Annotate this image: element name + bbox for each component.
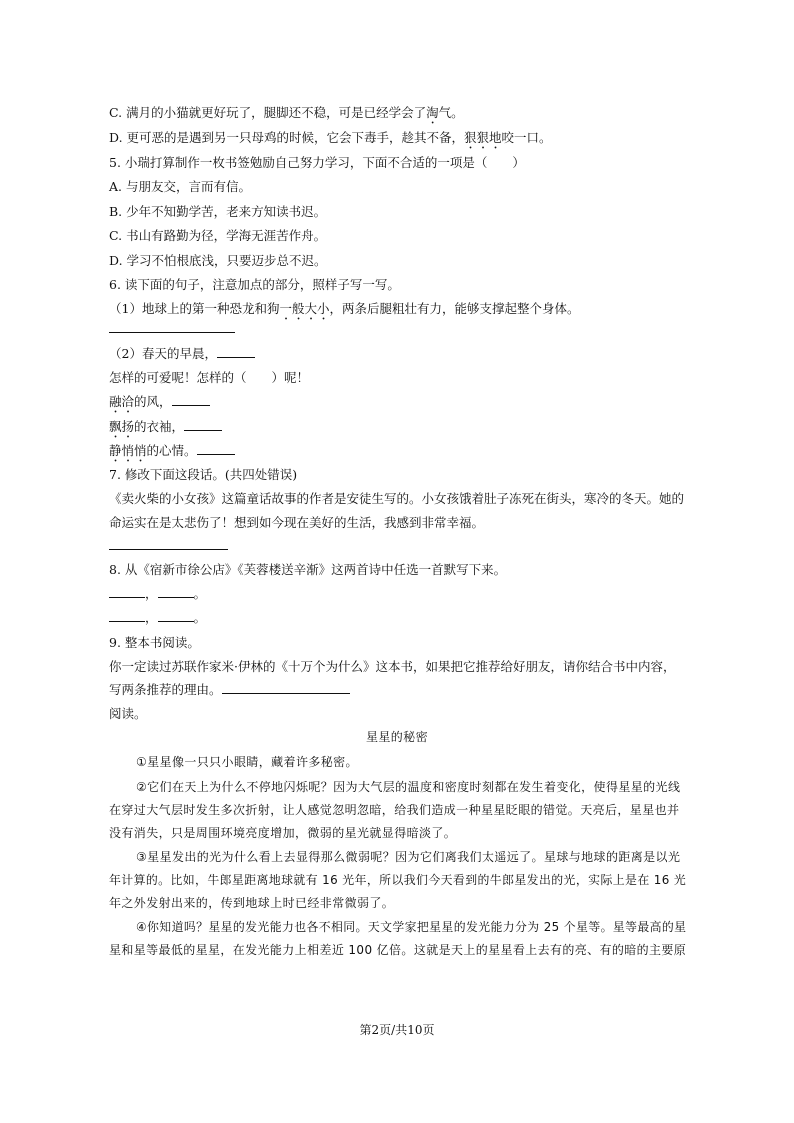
q8-period-2: 。	[193, 610, 207, 625]
q6-sentence-1-text: （1）地球上的第一种恐龙和狗	[109, 301, 280, 316]
q9-text-line-1: 你一定读过苏联作家米·伊林的《十万个为什么》这本书，如果把它推荐给好朋友，请你结合书中内容，	[109, 659, 676, 674]
q6-item-2	[109, 418, 222, 441]
q9-text-line-2	[109, 681, 350, 699]
paragraph-2-line-1: ②它们在天上为什么不停地闪烁呢？因为大气层的温度和密度时刻都在发生着变化，使得星星的光线	[136, 780, 681, 794]
passage-title: 星星的秘密	[365, 730, 428, 744]
q8-blanks-line-2	[109, 609, 206, 627]
paragraph-4-line-1: ④你知道吗？星星的发光能力也各不相同。天文学家把星星的发光能力分为 25 个星等。星等最高的星	[136, 920, 687, 934]
q7-passage-line-1: 《卖火柴的小女孩》这篇童话故事的作者是安徒生写的。小女孩饿着肚子冻死在街头，寒冷的冬天。她的	[109, 491, 685, 506]
q4-option-c-dotted: 淘	[426, 105, 439, 120]
q8-blank-1[interactable]	[109, 585, 145, 598]
q4-option-c-text: C. 满月的小猫就更好玩了，腿脚还不稳，可是已经学会了	[109, 105, 427, 120]
q6-item-2-text: 的衣袖，	[134, 419, 185, 434]
q6-sentence-2-blank[interactable]	[217, 345, 255, 358]
q6-sentence-2	[109, 345, 255, 363]
q4-option-d	[109, 129, 552, 152]
paragraph-2-line-3: 没有消失，只是周围环境亮度增加，微弱的星光就显得暗淡了。	[109, 826, 457, 840]
q6-item-3	[109, 442, 235, 465]
q9-stem: 9. 整本书阅读。	[109, 635, 200, 650]
q6-item-1-blank[interactable]	[172, 393, 210, 406]
q9-answer-blank[interactable]	[222, 681, 350, 694]
q8-period-1: 。	[193, 586, 207, 601]
paragraph-3-line-3: 年之外发射出来的，传到地球上时已经非常微弱了。	[109, 896, 395, 910]
q8-blanks-line-1	[109, 585, 206, 603]
q6-item-1	[109, 393, 210, 416]
q8-blank-3[interactable]	[109, 609, 145, 622]
q6-item-3-text: 的心情。	[146, 443, 197, 458]
q5-option-d[interactable]: D. 学习不怕根底浅，只要迈步总不迟。	[109, 253, 327, 268]
q4-option-d-end: 咬一口。	[501, 130, 552, 145]
q6-sentence-2-text: （2）春天的早晨，	[109, 346, 217, 361]
q6-item-2-dotted: 飘扬	[109, 419, 135, 434]
paragraph-3-line-2: 年计算的。比如，牛郎星距离地球就有 16 光年，所以我们今天看到的牛郎星发出的光，实际上是在 16 光	[109, 873, 687, 887]
q6-item-3-dotted: 静悄悄	[109, 443, 147, 458]
paragraph-2-line-2: 在穿过大气层时发生多次折射，让人感觉忽明忽暗，给我们造成一种星星眨眼的错觉。天亮后，星星也并	[109, 803, 680, 817]
q7-answer-line[interactable]	[109, 537, 228, 555]
q5-option-c[interactable]: C. 书山有路勤为径，学海无涯苦作舟。	[109, 228, 327, 243]
paragraph-4-line-2: 星和星等最低的星星，在发光能力上相差近 100 亿倍。这就是天上的星星看上去有的亮、有的暗的主要原	[109, 943, 687, 957]
q6-question: 怎样的可爱呢！怎样的（ ）呢！	[109, 370, 310, 385]
q5-stem: 5. 小瑞打算制作一枚书签勉励自己努力学习，下面不合适的一项是（ ）	[109, 155, 525, 170]
q6-item-2-blank[interactable]	[184, 418, 222, 431]
reading-label: 阅读。	[109, 706, 147, 721]
q6-sentence-1-dotted: 一般大小	[279, 301, 330, 316]
q4-option-d-dotted: 狠狠地	[464, 130, 502, 145]
q6-sentence-1-end: ，两条后腿粗壮有力，能够支撑起整个身体。	[329, 301, 580, 316]
q8-comma-1: ，	[145, 586, 158, 601]
q6-item-1-text: 的风，	[134, 394, 172, 409]
page-number: 第2页/共10页	[359, 1023, 435, 1037]
q6-item-1-dotted: 融洽	[109, 394, 135, 409]
q8-stem: 8. 从《宿新市徐公店》《芙蓉楼送辛渐》这两首诗中任选一首默写下来。	[109, 562, 507, 577]
q8-blank-4[interactable]	[158, 609, 194, 622]
q6-item-3-blank[interactable]	[197, 442, 235, 455]
q6-stem: 6. 读下面的句子，注意加点的部分，照样子写一写。	[109, 277, 400, 292]
q6-answer-line-1[interactable]	[109, 320, 235, 338]
q4-option-d-text: D. 更可恶的是遇到另一只母鸡的时候，它会下毒手，趁其不备，	[109, 130, 465, 145]
q8-blank-2[interactable]	[158, 585, 194, 598]
q7-passage-line-2: 命运实在是太悲伤了！想到如今现在美好的生活，我感到非常幸福。	[109, 515, 485, 530]
paragraph-3-line-1: ③星星发出的光为什么看上去显得那么微弱呢？因为它们离我们太遥远了。星球与地球的距离是以光	[136, 850, 681, 864]
q9-text-line-2-text: 写两条推荐的理由。	[109, 682, 222, 697]
paragraph-1: ①星星像一只只小眼睛，藏着许多秘密。	[136, 755, 358, 769]
q4-option-c	[109, 104, 464, 127]
q5-option-b[interactable]: B. 少年不知勤学苦，老来方知读书迟。	[109, 204, 327, 219]
q7-stem: 7. 修改下面这段话。(共四处错误)	[109, 467, 298, 482]
q5-option-a[interactable]: A. 与朋友交，言而有信。	[109, 179, 251, 194]
q4-option-c-end: 气。	[438, 105, 464, 120]
q8-comma-2: ，	[145, 610, 158, 625]
